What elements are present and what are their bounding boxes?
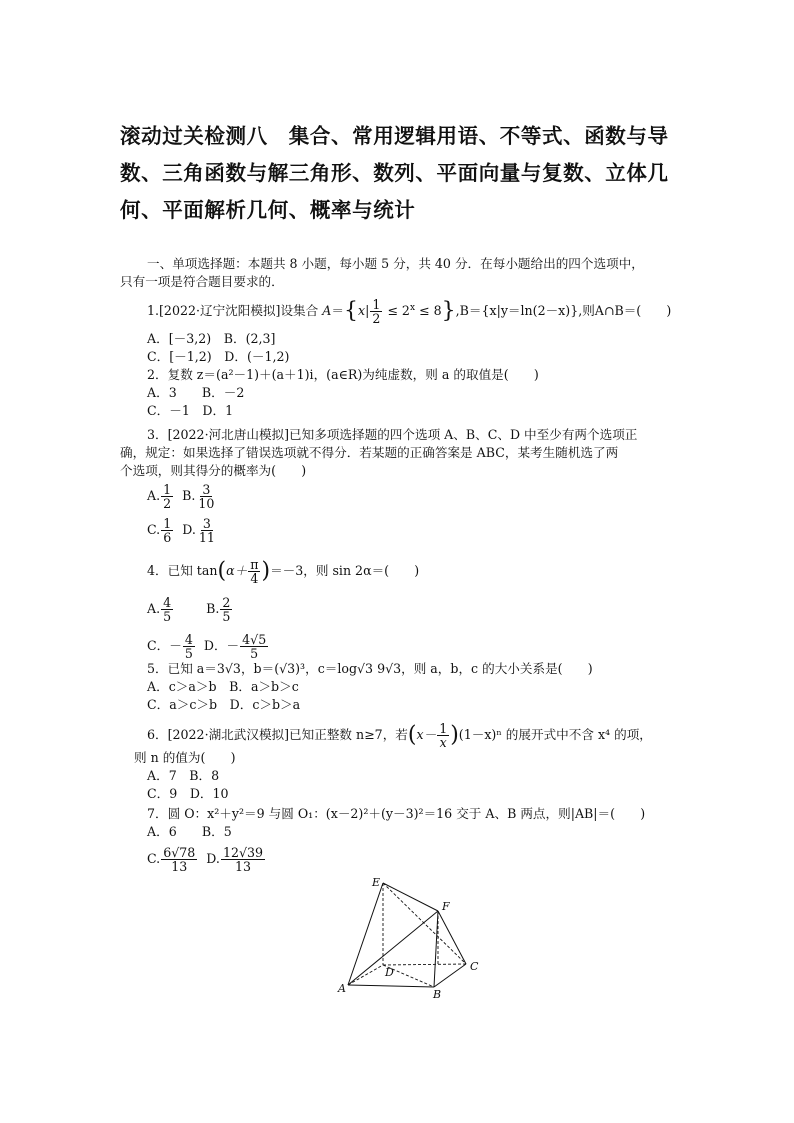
q4-a-frac (161, 596, 173, 623)
q6-x-minus: x－ (416, 727, 437, 742)
q7-d-label: D. (206, 851, 220, 866)
question-2-stem: 2．复数 z＝(a²－1)＋(a＋1)i，(a∈R)为纯虚数，则 a 的取值是( ) (147, 367, 539, 382)
geometry-figure (330, 870, 500, 1005)
question-2-options-cd: C．－1 D．1 (147, 403, 234, 418)
q4-paren-close: ) (261, 558, 271, 584)
question-2-options-ab: A．3 B．－2 (147, 385, 245, 400)
question-4-stem (147, 558, 419, 585)
q6-paren-open: ( (407, 722, 417, 748)
question-1-options-cd: C．[－1,2) D．(－1,2) (147, 349, 290, 364)
q4-suffix: ＝－3，则 sin 2α＝( ) (270, 563, 420, 578)
q1-ineq: ≤ 2 (387, 303, 410, 318)
label-A: A (338, 982, 346, 995)
q6-frac-num: 1 (439, 721, 448, 736)
question-6-options-ab: A．7 B．8 (147, 768, 220, 783)
question-3-line-1: 3．[2022·河北唐山模拟]已知多项选择题的四个选项 A、B、C、D 中至少有两个选项正 (147, 427, 638, 442)
edge-FC (438, 911, 466, 964)
q7-d-num: 12√39 (222, 845, 264, 860)
q4-b-den: 5 (222, 609, 231, 624)
edge-DC (383, 964, 466, 965)
q1-exp: x (409, 302, 416, 313)
edge-AB (348, 985, 434, 987)
q6-prefix: 6．[2022·湖北武汉模拟]已知正整数 n≥7，若 (147, 727, 408, 742)
q3-b-num: 3 (202, 482, 211, 497)
q3-d-label: D. (182, 522, 196, 537)
q3-a-num: 1 (163, 482, 172, 497)
edge-EF (383, 883, 438, 911)
q4-c-label: C．－ (147, 638, 182, 653)
q1-brace-close: } (441, 298, 456, 324)
edge-BC (434, 964, 466, 987)
edge-EA (348, 883, 383, 985)
title-line-1: 滚动过关检测八 集合、常用逻辑用语、不等式、函数与导 (120, 124, 669, 148)
question-6-stem (147, 722, 652, 749)
title-line-3: 何、平面解析几何、概率与统计 (120, 198, 416, 222)
q7-c-num: 6√78 (163, 845, 196, 860)
q1-ineq2: ≤ 8 (419, 303, 442, 318)
q4-alpha: α＋ (226, 563, 248, 578)
question-3-options-cd (147, 517, 218, 544)
q4-b-num: 2 (222, 595, 231, 610)
q4-b-frac (220, 596, 232, 623)
q4-pi-frac (248, 558, 260, 585)
q4-c-den: 5 (184, 646, 193, 661)
q4-d-den: 5 (250, 646, 259, 661)
q3-a-frac (161, 483, 173, 510)
q7-c-label: C. (147, 851, 161, 866)
q7-d-frac (221, 846, 265, 873)
question-3-line-3: 个选项，则其得分的概率为( ) (120, 463, 307, 478)
q4-c-frac (183, 633, 195, 660)
q4-a-num: 4 (163, 595, 172, 610)
q7-c-frac (161, 846, 197, 873)
q4-prefix: 4．已知 tan (147, 563, 218, 578)
question-3-options-ab (147, 483, 217, 510)
q3-d-frac (197, 517, 217, 544)
page-title (120, 118, 680, 229)
question-3-line-2: 确，规定：如果选择了错误选项就不得分．若某题的正确答案是 ABC，某考生随机选了两 (120, 445, 619, 460)
edge-AD (348, 965, 383, 985)
q6-frac (437, 722, 449, 749)
q4-a-den: 5 (163, 609, 172, 624)
label-C: C (470, 960, 479, 973)
q6-paren-close: ) (450, 722, 459, 748)
label-F: F (442, 900, 450, 913)
question-4-options-cd (147, 633, 269, 660)
q1-set-name: A (322, 303, 332, 318)
q3-b-den: 10 (198, 496, 215, 511)
q4-d-label: D．－ (203, 638, 240, 653)
question-7-options-ab: A．6 B．5 (147, 824, 232, 839)
question-7-stem: 7．圆 O：x²＋y²＝9 与圆 O₁：(x－2)²＋(y－3)²＝16 交于 A、B 两点，则|AB|＝( ) (147, 806, 646, 821)
q3-b-frac (196, 483, 216, 510)
q7-c-den: 13 (171, 859, 188, 874)
q1-fraction (370, 298, 382, 325)
q1-set-open: x| (357, 303, 370, 318)
question-1-stem: 1.[2022·辽宁沈阳模拟]设集合 A＝{x| $\frac{1}{2}$ ≤ $2^x \le 8\},B=\{x|y=\ln(2-x)\}$,则A∩B＝( ) (147, 297, 672, 326)
q4-c-num: 4 (184, 632, 193, 647)
section-intro-line-1: 一、单项选择题：本题共 8 小题，每小题 5 分，共 40 分．在每小题给出的四个选项中， (147, 256, 644, 271)
question-4-options-ab (147, 596, 233, 623)
q1-brace-open: { (343, 298, 358, 324)
q3-a-label: A. (147, 488, 161, 503)
q1-frac-num: 1 (372, 297, 381, 312)
label-B: B (433, 988, 442, 1001)
label-D: D (385, 966, 394, 979)
question-6-options-cd: C．9 D．10 (147, 786, 229, 801)
title-line-2: 数、三角函数与解三角形、数列、平面向量与复数、立体几 (120, 161, 669, 185)
q3-a-den: 2 (163, 496, 172, 511)
q1-prefix: 1.[2022·辽宁沈阳模拟]设集合 (147, 303, 319, 318)
section-intro-line-2: 只有一项是符合题目要求的． (120, 274, 284, 289)
q4-pi-den: 4 (250, 571, 259, 586)
q6-frac-den: x (439, 735, 447, 750)
label-E: E (372, 876, 381, 889)
edge-EC (383, 883, 466, 964)
q4-pi-num: π (250, 557, 259, 572)
q3-c-num: 1 (163, 516, 172, 531)
q1-b-part: ,B＝{x|y＝ln(2－x)},则A∩B＝( ) (455, 303, 672, 318)
question-1-options-ab: A．[－3,2) B．(2,3] (147, 331, 276, 346)
edge-FB (434, 911, 438, 987)
q7-d-den: 13 (234, 859, 251, 874)
q4-b-label: B. (206, 601, 220, 616)
q3-c-den: 6 (163, 530, 172, 545)
question-5-stem: 5．已知 a＝3√3，b＝(√3)³，c＝log√3 9√3，则 a，b，c 的大小关系是( ) (147, 661, 593, 676)
q4-paren-open: ( (217, 558, 227, 584)
q4-d-num: 4√5 (242, 632, 267, 647)
q3-b-label: B. (182, 488, 196, 503)
q3-c-label: C. (147, 522, 161, 537)
question-5-options-ab: A．c＞a＞b B．a＞b＞c (147, 679, 299, 694)
question-7-options-cd (147, 846, 266, 873)
q6-suffix: (1－x)ⁿ 的展开式中不含 x⁴ 的项， (458, 727, 652, 742)
q3-d-num: 3 (202, 516, 211, 531)
question-5-options-cd: C．a＞c＞b D．c＞b＞a (147, 697, 301, 712)
q1-frac-den: 2 (372, 311, 381, 326)
q4-a-label: A. (147, 601, 161, 616)
q3-d-den: 11 (198, 530, 215, 545)
q4-d-frac (240, 633, 268, 660)
q3-c-frac (161, 517, 173, 544)
question-6-line-2: 则 n 的值为( ) (134, 750, 236, 765)
